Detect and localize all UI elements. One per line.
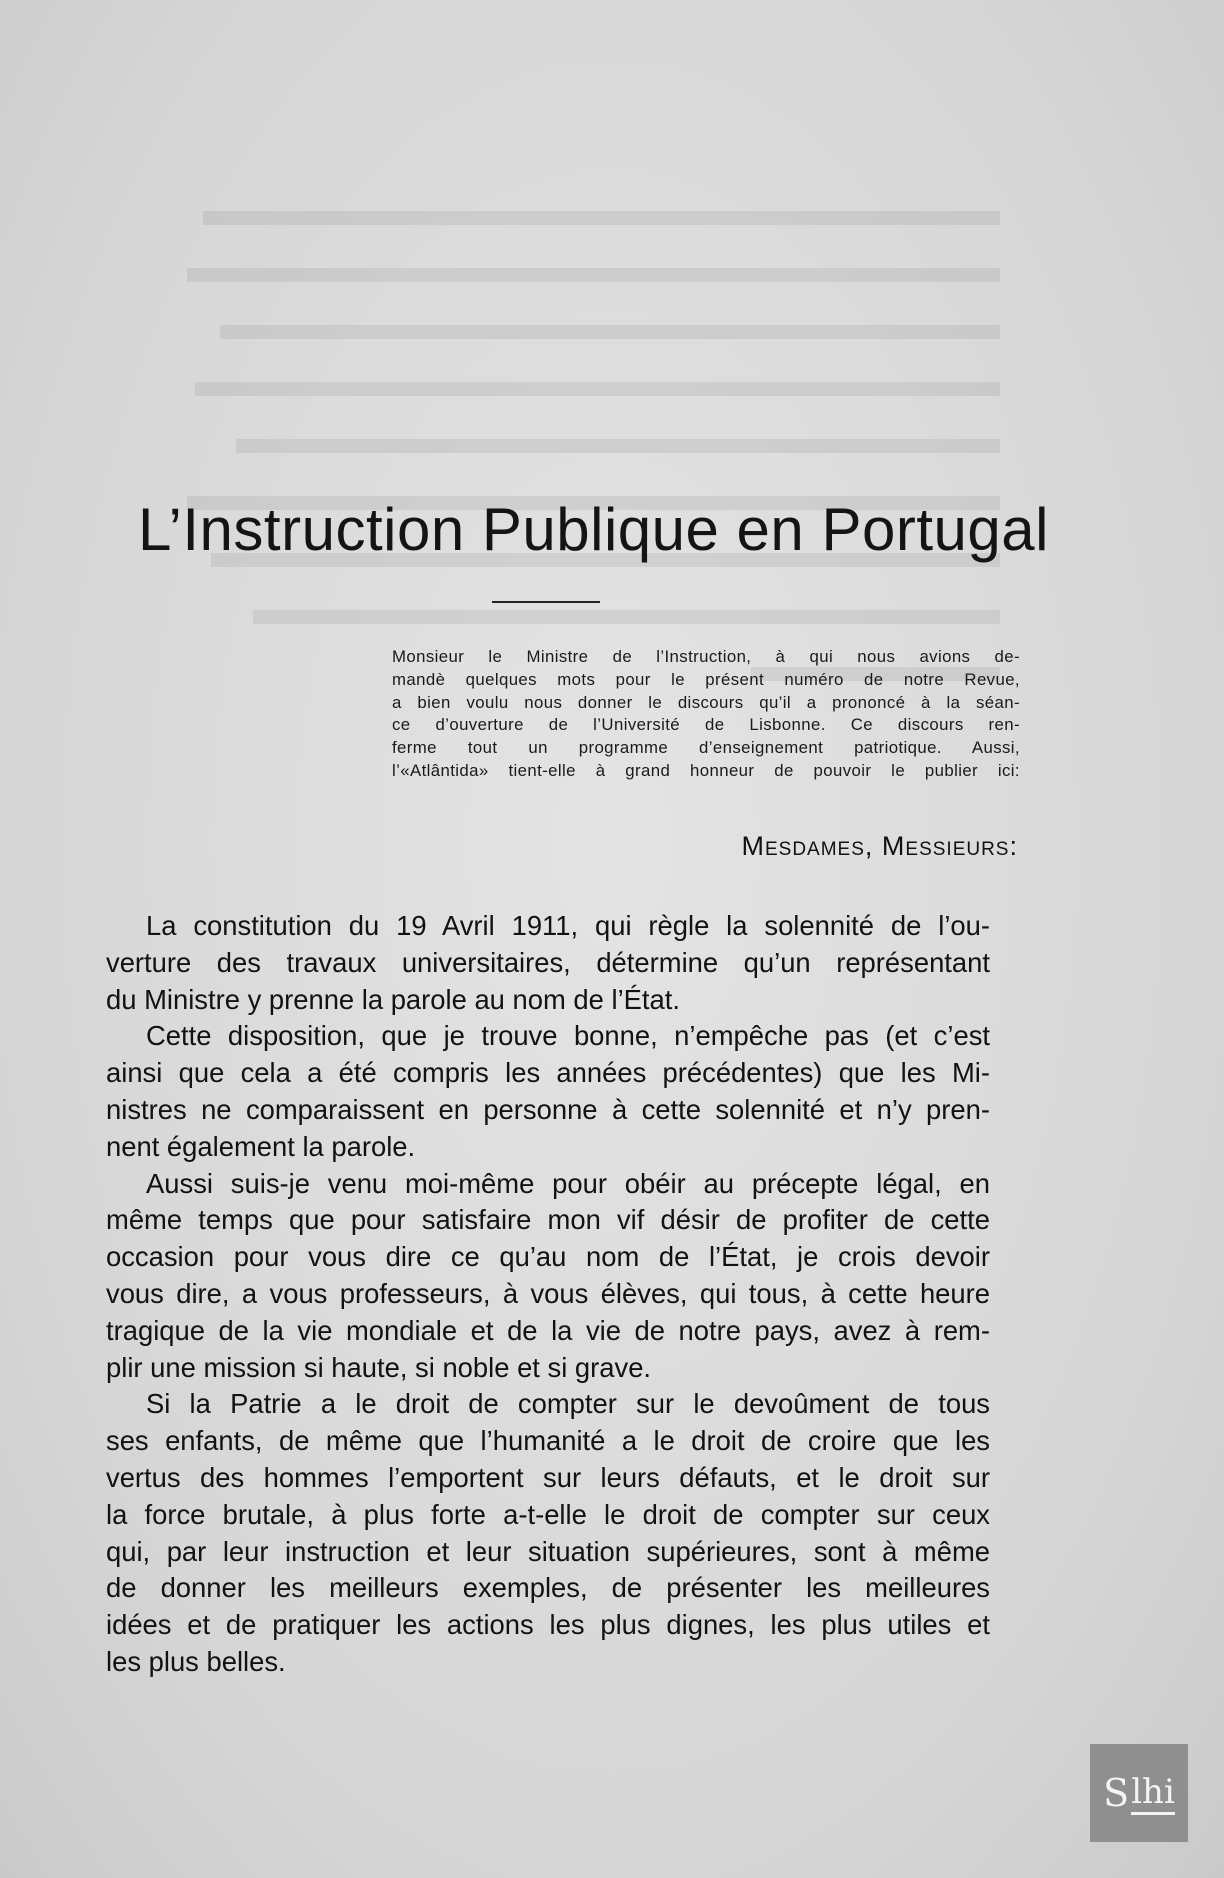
body-line: du Ministre y prenne la parole au nom de l’État.: [106, 983, 680, 1015]
body-line: qui, par leur instruction et leur situation supérieures, sont à même: [106, 1535, 990, 1567]
article-title: L’Instruction Publique en Portugal: [138, 496, 1049, 563]
body-line: vous dire, a vous professeurs, à vous élèves, qui tous, à cette heure: [106, 1277, 990, 1309]
library-logo-stamp: [1090, 1744, 1188, 1842]
body-line: ses enfants, de même que l’humanité a le droit de croire que les: [106, 1425, 990, 1457]
intro-line: mandè quelques mots pour le présent numéro de notre Revue,: [392, 669, 1020, 689]
salutation: Mesdames, Messieurs:: [741, 831, 1018, 861]
body-line: les plus belles.: [106, 1645, 286, 1677]
intro-line: a bien voulu nous donner le discours qu’il a prononcé à la séan-: [392, 692, 1020, 712]
body-line: nistres ne comparaissent en personne à cette solennité et n’y pren-: [106, 1093, 990, 1125]
body-line: Aussi suis-je venu moi-même pour obéir au précepte légal, en: [146, 1167, 990, 1199]
logo-letters: lhi: [1131, 1772, 1175, 1815]
body-line: la force brutale, à plus forte a-t-elle le droit de compter sur ceux: [106, 1498, 990, 1530]
editorial-intro: [392, 646, 1020, 783]
speech-body: [106, 908, 990, 1681]
body-line: vertus des hommes l’emportent sur leurs défauts, et le droit sur: [106, 1461, 990, 1493]
body-line: même temps que pour satisfaire mon vif désir de profiter de cette: [106, 1204, 990, 1236]
intro-line: ferme tout un programme d’enseignement patriotique. Aussi,: [392, 738, 1020, 758]
running-head: [440, 138, 740, 162]
body-line: de donner les meilleurs exemples, de présenter les meilleures: [106, 1572, 990, 1604]
bleed-through-text: [170, 200, 1000, 713]
body-line: La constitution du 19 Avril 1911, qui règle la solennité de l’ou-: [146, 910, 990, 941]
body-line: tragique de la vie mondiale et de la vie de notre pays, avez à rem-: [106, 1314, 990, 1346]
body-line: plir une mission si haute, si noble et si grave.: [106, 1351, 652, 1383]
intro-line: Monsieur le Ministre de l’Instruction, à qui nous avions de-: [392, 647, 1020, 666]
logo-letter: S: [1103, 1771, 1130, 1815]
body-line: ainsi que cela a été compris les années précédentes) que les Mi-: [106, 1057, 990, 1089]
body-line: idées et de pratiquer les actions les plus dignes, les plus utiles et: [106, 1609, 990, 1641]
body-line: Si la Patrie a le droit de compter sur le devoûment de tous: [146, 1388, 990, 1420]
body-line: Cette disposition, que je trouve bonne, n’empêche pas (et c’est: [146, 1020, 990, 1052]
body-line: nent également la parole.: [106, 1130, 416, 1162]
body-line: occasion pour vous dire ce qu’au nom de l’État, je crois devoir: [106, 1241, 990, 1273]
title-rule: [492, 601, 600, 603]
intro-line: l’«Atlântida» tient-elle à grand honneur de pouvoir le publier ici:: [392, 760, 1020, 780]
intro-line: ce d’ouverture de l’Université de Lisbonne. Ce discours ren-: [392, 715, 1020, 735]
body-line: verture des travaux universitaires, détermine qu’un représentant: [106, 946, 990, 978]
